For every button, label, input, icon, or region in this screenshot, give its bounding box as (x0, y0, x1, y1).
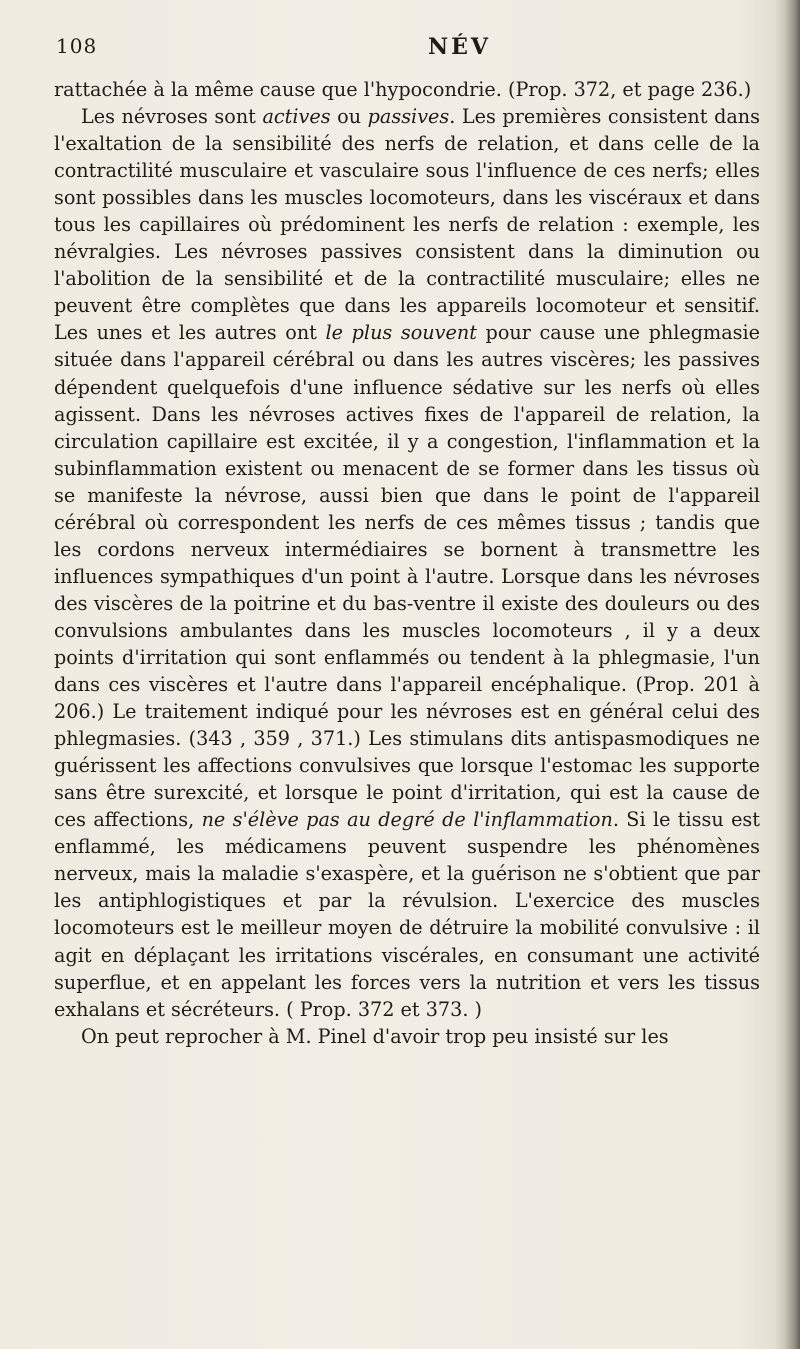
italic-term-actives: actives (262, 105, 331, 129)
page-edge-shadow (774, 0, 800, 1349)
page-number: 108 (56, 34, 98, 58)
text-segment: . Les premières consistent dans l'exaltation de la sensibilité des nerfs de relation, et dans celle de la contractilité musculaire et vasculaire sous l'influence de ces nerfs; elles sont possibles dans les muscles locomoteurs, dans les viscéraux et dans tous les capillaires où prédominent les nerfs de relation : exemple, les névralgies. Les névroses passives consistent dans la diminution ou l'abolition de la sensibilité et de la contractilité musculaire; elles ne peuvent être complètes que dans les appareils locomoteur et sensitif. Les unes et les autres ont (54, 105, 761, 345)
running-head: NÉV (428, 34, 491, 60)
text-segment: . Si le tissu est enflammé, les médicamens peuvent suspendre les phénomènes nerveux, mais la maladie s'exaspère, et la guérison ne s'obtient que par les antiphlogistiques et par la révulsion. L'exercice des muscles locomoteurs est le meilleur moyen de détruire la mobilité convulsive : il agit en déplaçant les irritations viscérales, en consumant une activité superflue, et en appelant les forces vers la nutrition et vers les tissus exhalans et sécréteurs. ( Prop. 372 et 373. ) (54, 808, 760, 1021)
italic-term-passives: passives (367, 105, 450, 129)
text-segment: Les névroses sont (81, 105, 263, 129)
page-header (54, 34, 754, 74)
paragraph-pinel (54, 1023, 760, 1050)
text-segment: pour cause une phlegmasie située dans l'appareil cérébral ou dans les autres viscères; les passives dépendent quelquefois d'une influence sédative sur les nerfs où elles agissent. Dans les névroses actives fixes de l'appareil de relation, la circulation capillaire est excitée, il y a congestion, l'inflammation et la subinflammation existent ou menacent de se former dans les tissus où se manifeste la névrose, aussi bien que dans le point de l'appareil cérébral où correspondent les nerfs de ces mêmes tissus ; tandis que les cordons nerveux intermédiaires se bornent à transmettre les influences sympathiques d'un point à l'autre. Lorsque dans les névroses des viscères de la poitrine et du bas-ventre il existe des douleurs ou des convulsions ambulantes dans les muscles locomoteurs , il y a deux points d'irritation qui sont enflammés ou tendent à la phlegmasie, l'un dans ces viscères et l'autre dans l'appareil encéphalique. (Prop. 201 à 206.) Le traitement indiqué pour les névroses est en général celui des phlegmasies. (343 , 359 , 371.) Les stimulans dits antispasmodiques ne guérissent les affections convulsives que lorsque l'estomac les supporte sans être surexcité, et lorsque le point d'irritation, qui est la cause de ces affections, (54, 321, 760, 832)
italic-phrase-inflammation: ne s'élève pas au degré de l'inflammation (201, 808, 613, 832)
body-text (54, 76, 760, 1050)
paragraph-continuation (54, 76, 760, 103)
text-segment: ou (330, 105, 368, 129)
text-segment: On peut reprocher à M. Pinel d'avoir trop peu insisté sur les (81, 1024, 669, 1048)
paragraph-nevroses (54, 103, 760, 1023)
italic-phrase-souvent: le plus souvent (325, 321, 477, 345)
text-segment: rattachée à la même cause que l'hypocondrie. (Prop. 372, et page 236.) (54, 78, 752, 101)
